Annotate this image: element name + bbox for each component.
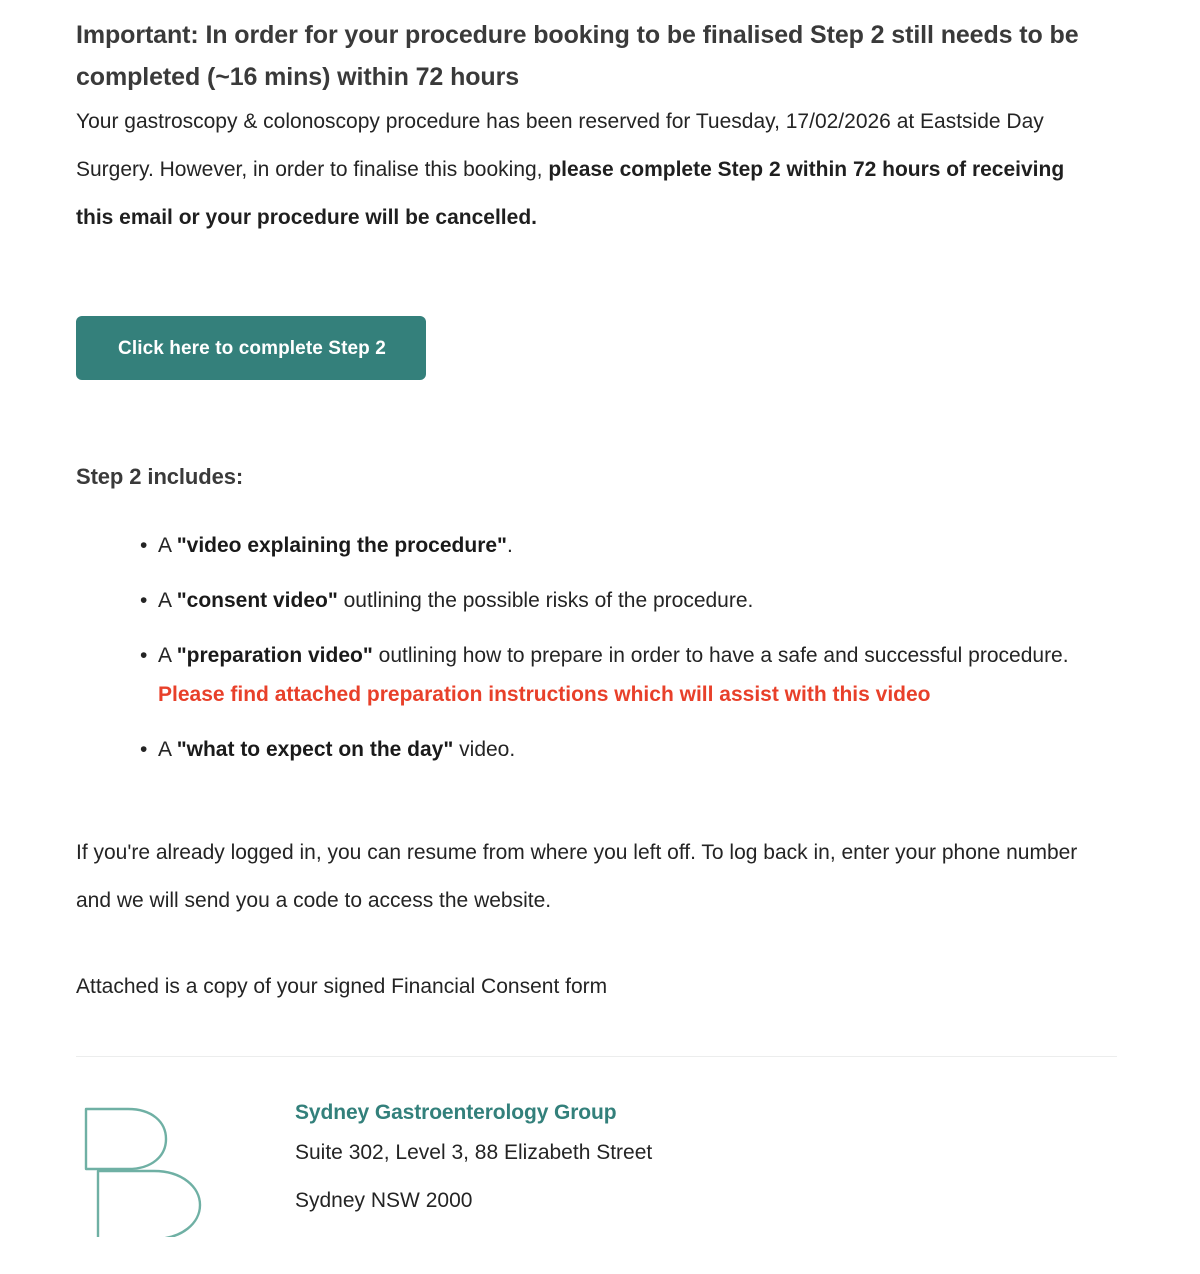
page-title: Important: In order for your procedure booking to be finalised Step 2 still needs to be completed (~16 mins) within 72 hours	[76, 21, 1079, 91]
list-item	[76, 636, 1120, 714]
preparation-instructions-note: Please find attached preparation instructions which will assist with this video	[158, 683, 931, 706]
list-item	[76, 581, 1120, 620]
intro-plain-text: Your gastroscopy & colonoscopy procedure has been reserved for Tuesday, 17/02/2026 at Eastside Day Surgery. However, in order to finalise this booking,	[76, 110, 1044, 181]
bullet-prefix: A	[158, 589, 177, 612]
address-line-1: Suite 302, Level 3, 88 Elizabeth Street	[295, 1141, 653, 1164]
cta-container	[76, 316, 1120, 380]
bullet-suffix: outlining the possible risks of the procedure.	[337, 589, 754, 612]
bullet-suffix: .	[507, 534, 513, 557]
bullet-suffix: outlining how to prepare in order to have a safe and successful procedure.	[372, 644, 1069, 667]
intro-paragraph	[76, 98, 1092, 242]
address-line-2: Sydney NSW 2000	[295, 1189, 473, 1212]
bullet-quoted-term: "preparation video"	[176, 644, 373, 667]
step-2-includes-list	[76, 490, 1120, 769]
bullet-quoted-term: "video explaining the procedure"	[176, 534, 507, 557]
bullet-suffix: video.	[453, 738, 516, 761]
resume-login-paragraph: If you're already logged in, you can resume from where you left off. To log back in, enter your phone number and we will send you a code to access the website.	[76, 841, 1078, 912]
email-footer	[76, 1057, 1120, 1242]
list-item	[76, 730, 1120, 769]
organisation-name: Sydney Gastroenterology Group	[295, 1101, 617, 1124]
bullet-prefix: A	[158, 644, 177, 667]
sydney-gastroenterology-logo-icon	[76, 1093, 226, 1242]
bullet-prefix: A	[158, 534, 177, 557]
list-item	[76, 526, 1120, 565]
bullet-prefix: A	[158, 738, 177, 761]
bullet-quoted-term: "consent video"	[176, 589, 338, 612]
bullet-quoted-term: "what to expect on the day"	[176, 738, 454, 761]
intro-bold-warning: please complete Step 2 within 72 hours of receiving this email or your procedure will be cancelled.	[76, 158, 1065, 229]
attached-consent-paragraph: Attached is a copy of your signed Financial Consent form	[76, 975, 608, 998]
complete-step-2-button[interactable]: Click here to complete Step 2	[76, 316, 426, 380]
step-2-includes-heading: Step 2 includes:	[76, 464, 244, 489]
footer-contact-details	[226, 1093, 652, 1225]
